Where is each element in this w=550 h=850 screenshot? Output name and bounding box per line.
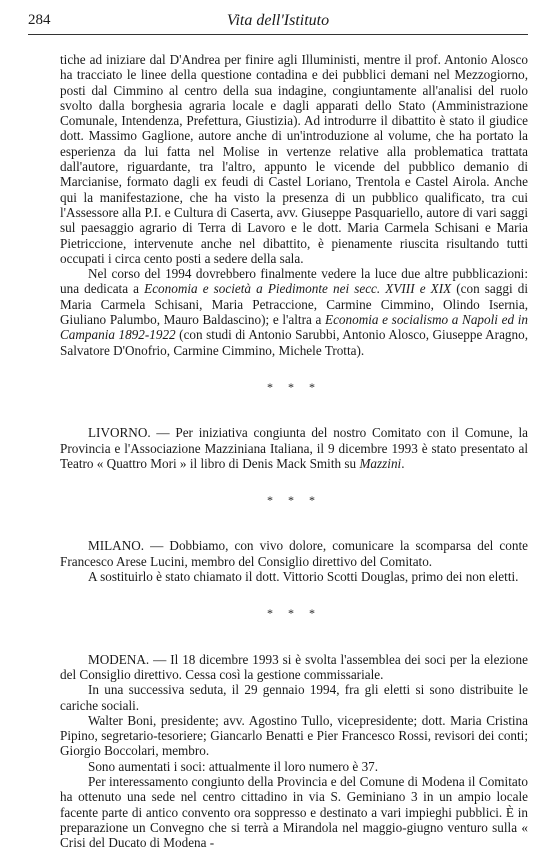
livorno-text-b: . — [401, 455, 405, 471]
publications-text-c: (con studi di Antonio Sarubbi, Antonio Alosco, Giuseppe Aragno, Salvatore D'Onofrio, Carmine Cimmino, Michele Trotta). — [60, 327, 529, 358]
paragraph-livorno — [60, 425, 528, 471]
publication-title-1: Economia e società a Piedimonte nei secc. XVIII e XIX — [144, 281, 452, 297]
paragraph-milano-replacement: A sostituirlo è stato chiamato il dott. Vittorio Scotti Douglas, primo dei non eletti. — [88, 569, 519, 585]
paragraph-modena-seduta: In una successiva seduta, il 29 gennaio 1994, fra gli eletti si sono distribuite le cariche sociali. — [60, 682, 528, 713]
section-separator: * * * — [267, 379, 321, 394]
livorno-text-a: LIVORNO. — Per iniziativa congiunta del nostro Comitato con il Comune, la Provincia e l'Associazione Mazziniana Italiana, il 9 dicembre 1993 è stato presentato al Teatro « Quattro Mori » il libro di Denis Mack Smith su — [60, 425, 528, 471]
paragraph-caserta-event: tiche ad iniziare dal D'Andrea per finire agli Illuministi, mentre il prof. Antonio Alosco ha tracciato le linee della questione contadina e dei pubblici demani nel Mezzogiorno, posti dal Cimmino al centro della sua indagine, congiuntamente all'analisi del ruolo svolto dalla borghesia agraria locale e dagli apparati dello Stato (Amministrazione Comunale, Intendenza, Prefettura, Giustizia). Ad introdurre il dibattito è stato il giudice dott. Massimo Gaglione, autore anche di un'introduzione al volume, che ha portato la esperienza da lui fatta nel Molise in vertenze relative alla problematica trattata dall'autore, riguardante, tra l'altro, appunto le vicende del pubblico demanio di Marcianise, formato dagli ex feudi di Castel Loriano, Trentola e Castel Airola. Anche qui la manifestazione, che ha visto la presenza di un pubblico qualificato, tra cui l'Assessore alla P.I. e Cultura di Caserta, avv. Giuseppe Pasquariello, autore di vari saggi sul paesaggio agrario di Terra di Lavoro e le dott. Maria Carmela Schisani e Maria Pietriccione, intervenute anche nel dibattito, è pienamente riuscita risultando tutti occupati i circa cento posti a sedere della sala. — [60, 52, 528, 266]
publication-title-2: Economia e socialismo a Napoli ed in Campania 1892-1922 — [60, 312, 528, 343]
paragraph-modena-soci: Sono aumentati i soci: attualmente il loro numero è 37. — [88, 758, 379, 774]
paragraph-publications — [60, 266, 528, 358]
running-header — [28, 12, 528, 35]
paragraph-modena-cariche: Walter Boni, presidente; avv. Agostino Tullo, vicepresidente; dott. Maria Cristina Pipino, segretario-tesoriere; Giancarlo Benatti e Pier Francesco Rossi, revisori dei conti; Giorgio Boccolari, membro. — [60, 712, 528, 759]
running-title: Vita dell'Istituto — [226, 12, 330, 29]
paragraph-modena: MODENA. — Il 18 dicembre 1993 si è svolta l'assemblea dei soci per la elezione del Consiglio direttivo. Cessa così la gestione commissariale. — [60, 651, 528, 682]
livorno-book-title: Mazzini — [359, 455, 402, 471]
section-separator: * * * — [267, 493, 321, 508]
page-body — [60, 52, 528, 850]
section-separator: * * * — [267, 606, 321, 621]
publications-text-b: (con saggi di Maria Carmela Schisani, Maria Petraccione, Carmine Cimmino, Olindo Isernia, Giuliano Palumbo, Mauro Baldascino); e l'altra a — [60, 281, 528, 328]
publications-text-a: Nel corso del 1994 dovrebbero finalmente vedere la luce due altre pubblicazioni: una dedicata a — [60, 266, 528, 297]
paragraph-modena-sede: Per interessamento congiunto della Provincia e del Comune di Modena il Comitato ha ottenuto una sede nel centro cittadino in via S. Geminiano 3 in un ampio locale facente parte di antico convento ora soppresso e destinato a vari impieghi pubblici. È in preparazione un Convegno che si terrà a Mirandola nel maggio-giugno venturo sulla « Crisi del Ducato di Modena - — [60, 773, 528, 850]
page-number: 284 — [28, 12, 51, 28]
paragraph-milano: MILANO. — Dobbiamo, con vivo dolore, comunicare la scomparsa del conte Francesco Arese Lucini, membro del Consiglio direttivo del Comitato. — [60, 538, 528, 569]
